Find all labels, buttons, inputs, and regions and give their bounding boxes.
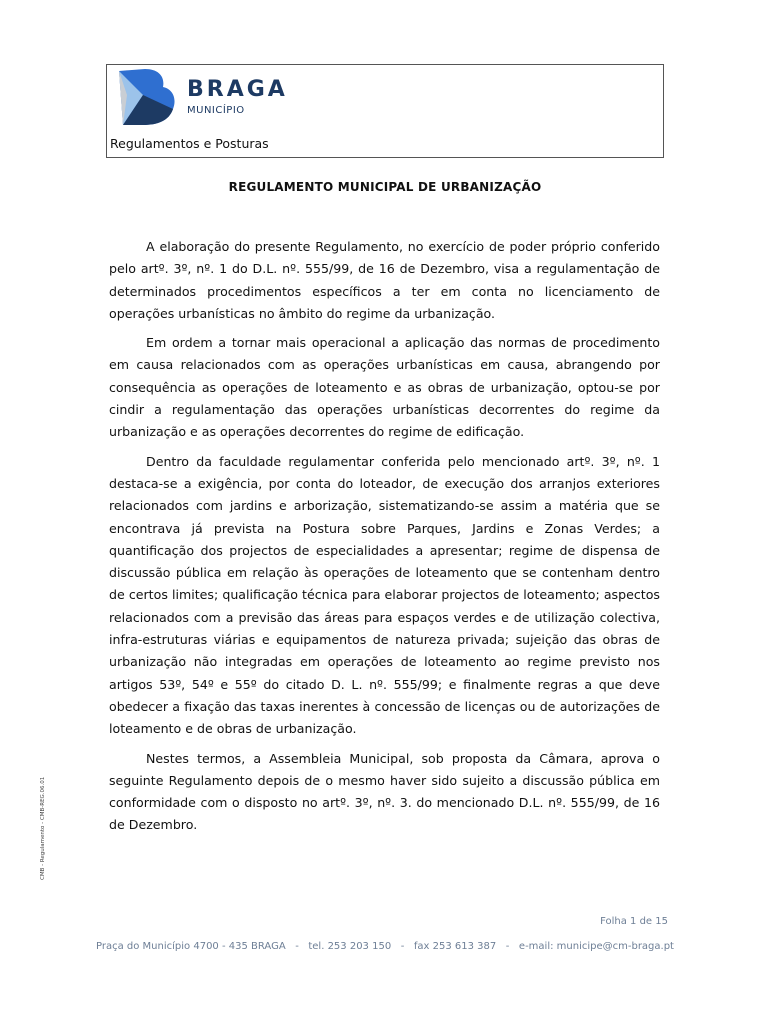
- paragraph: Dentro da faculdade regulamentar conferida pelo mencionado artº. 3º, nº. 1 destaca-se a exigência, por conta do loteador, de execução dos arranjos exteriores relacionados com jardins e arborização, sistematizando-se assim a matéria que se encontrava já prevista na Postura sobre Parques, Jardins e Zonas Verdes; a quantificação dos projectos de especialidades a apresentar; regime de dispensa de discussão pública em relação às operações de loteamento que se contenham dentro de certos limites; qualificação técnica para elaborar projectos de loteamento; aspectos relacionados com a previsão das áreas para espaços verdes e de utilização colectiva, infra-estruturas viárias e equipamentos de natureza privada; sujeição das obras de urbanização não integradas em operações de loteamento ao regime previsto nos artigos 53º, 54º e 55º do citado D. L. nº. 555/99; e finalmente regras a que deve obedecer a fixação das taxas inerentes à concessão de licenças ou de autorizações de loteamento e de obras de urbanização.: [109, 453, 660, 737]
- page-footer: Praça do Município 4700 - 435 BRAGA - tel. 253 203 150 - fax 253 613 387 - e-mail: municipe@cm-braga.pt: [96, 941, 674, 952]
- header-caption: Regulamentos e Posturas: [110, 136, 269, 151]
- braga-logo-icon: [113, 65, 177, 129]
- paragraph: A elaboração do presente Regulamento, no exercício de poder próprio conferido pelo artº. 3º, nº. 1 do D.L. nº. 555/99, de 16 de Dezembro, visa a regulamentação de determinados procedimentos específicos a ter em conta no licenciamento de operações urbanísticas no âmbito do regime da urbanização.: [109, 239, 660, 321]
- document-header: [106, 64, 664, 158]
- paragraph: Em ordem a tornar mais operacional a aplicação das normas de procedimento em causa relacionados com as operações urbanísticas em causa, abrangendo por consequência as operações de loteamento e as obras de urbanização, optou-se por cindir a regulamentação das operações urbanísticas decorrentes do regime da urbanização e as operações decorrentes do regime de edificação.: [109, 335, 660, 440]
- paragraph: Nestes termos, a Assembleia Municipal, sob proposta da Câmara, aprova o seguinte Regulamento depois de o mesmo haver sido sujeito a discussão pública em conformidade com o disposto no artº. 3º, nº. 3. do mencionado D.L. nº. 555/99, de 16 de Dezembro.: [109, 750, 660, 833]
- document-body: [109, 236, 660, 844]
- logo-wordmark: BRAGA: [187, 77, 288, 102]
- page-folio: Folha 1 de 15: [600, 916, 668, 927]
- logo-subtitle: MUNICÍPIO: [187, 105, 245, 116]
- document-title: REGULAMENTO MUNICIPAL DE URBANIZAÇÃO: [228, 180, 542, 194]
- side-document-code: CMB - Regulamento - CMB-REG.06.01: [40, 776, 46, 880]
